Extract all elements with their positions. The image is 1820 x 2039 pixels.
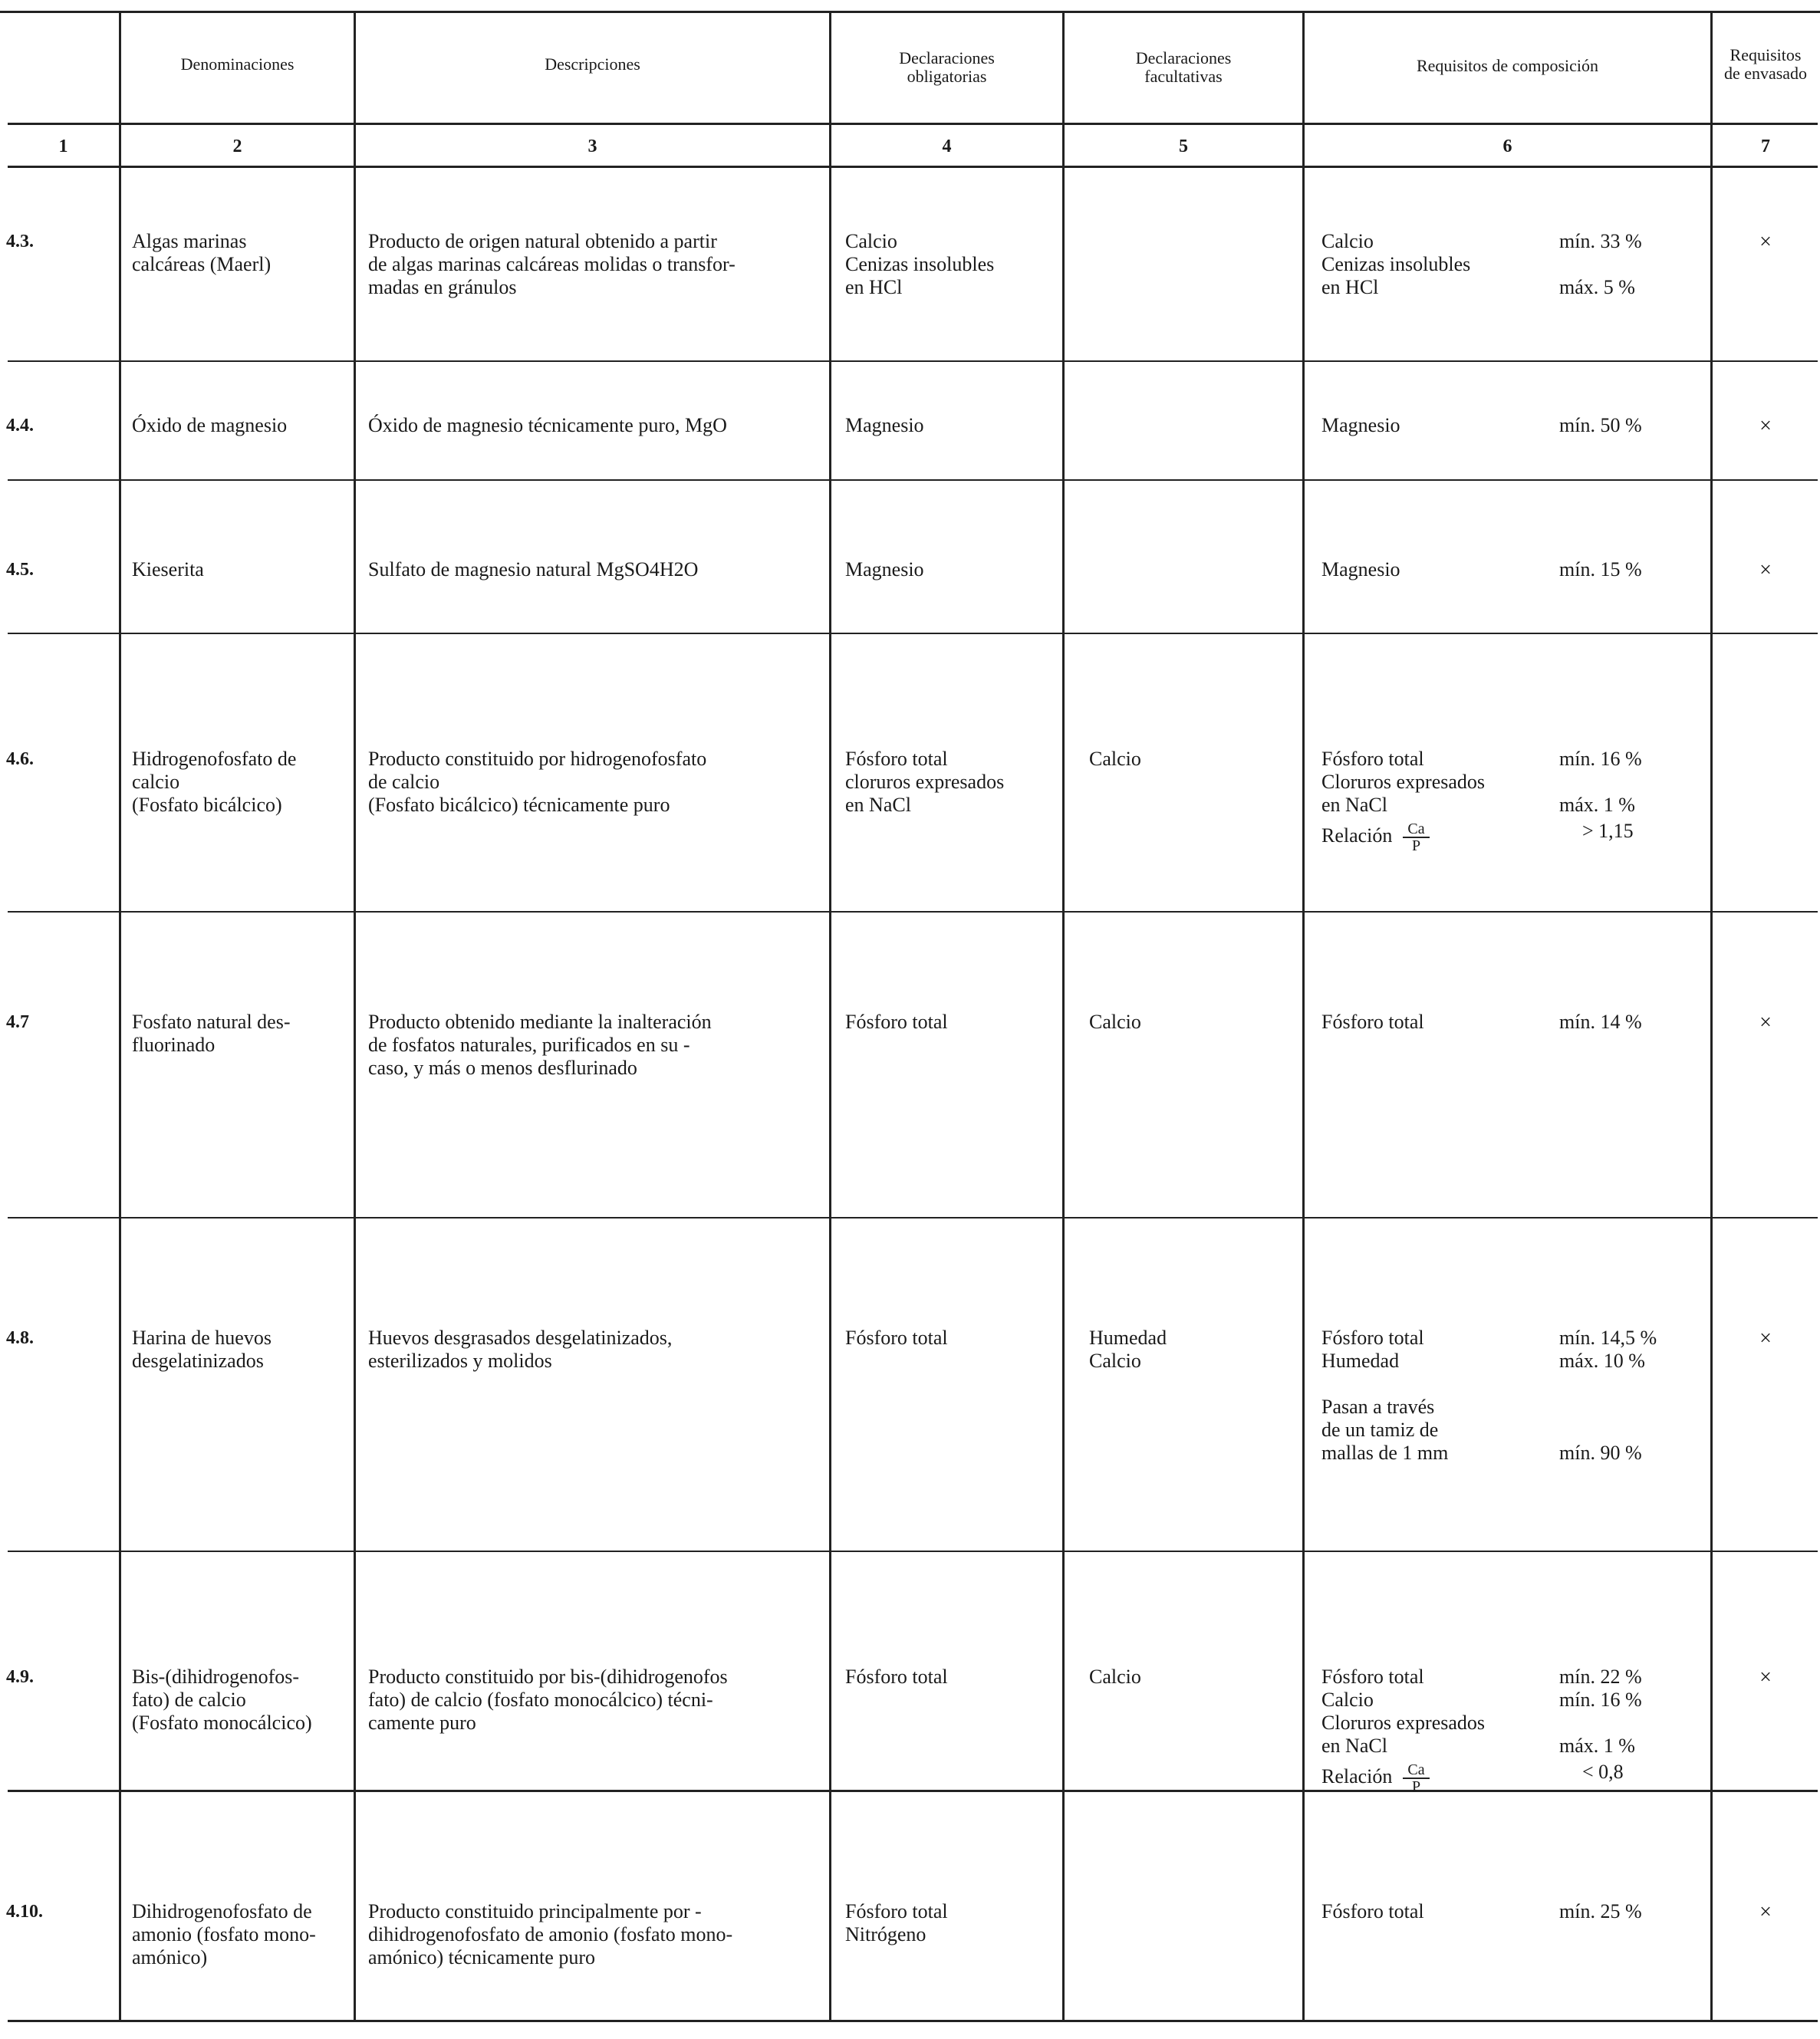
- column-number: 7: [1761, 136, 1770, 156]
- requirement-value: mín. 50 %: [1559, 414, 1642, 436]
- requirement-line: [1321, 1327, 1705, 1350]
- header-bottom-rule: [8, 123, 1818, 125]
- requirement-line: [1321, 794, 1705, 817]
- requirement-line: [1321, 1712, 1705, 1735]
- requirement-value: máx. 1 %: [1559, 1735, 1635, 1757]
- requirement-label: en NaCl: [1321, 1735, 1387, 1757]
- ratio-numerator: Ca: [1403, 1762, 1429, 1779]
- requirement-label: Magnesio: [1321, 414, 1400, 436]
- header-descripciones: Descripciones: [545, 54, 640, 74]
- requirement-label: Cenizas insolubles: [1321, 253, 1471, 275]
- column-number: 1: [58, 136, 68, 156]
- requisitos-composicion-cell: [1321, 1011, 1705, 1034]
- denominacion-cell: Dihidrogenofosfato de amonio (fosfato mono- amónico): [132, 1900, 316, 1968]
- requirement-line: [1321, 1900, 1705, 1923]
- denominacion-cell: Bis-(dihidrogenofos- fato) de calcio (Fosfato monocálcico): [132, 1666, 312, 1734]
- ratio-fraction: [1403, 821, 1429, 853]
- row-number: 4.3.: [6, 232, 34, 252]
- ratio-text: Relación: [1321, 1764, 1393, 1787]
- requisitos-composicion-cell: [1321, 1900, 1705, 1923]
- column-divider: [119, 12, 121, 2021]
- requirement-value: mín. 16 %: [1559, 1689, 1642, 1711]
- descripcion-cell: Producto obtenido mediante la inalteración de fosfatos naturales, purificados en su - caso, y más o menos desflurinado: [368, 1011, 712, 1079]
- row-number: 4.4.: [6, 416, 34, 436]
- requirement-value: mín. 33 %: [1559, 230, 1642, 252]
- column-number: 2: [232, 136, 242, 156]
- envasado-mark: ×: [1759, 558, 1772, 582]
- column-number: 3: [587, 136, 597, 156]
- requirement-value: mín. 14 %: [1559, 1011, 1642, 1033]
- table-bottom-rule: [8, 2020, 1818, 2022]
- requirement-value: mín. 14,5 %: [1559, 1327, 1657, 1349]
- requirement-line: [1321, 1011, 1705, 1034]
- descripcion-cell: Huevos desgrasados desgelatinizados, esterilizados y molidos: [368, 1327, 673, 1372]
- envasado-mark: ×: [1759, 1327, 1772, 1350]
- requirement-value: mín. 16 %: [1559, 748, 1642, 770]
- declaraciones-obligatorias-cell: Fósforo total: [845, 1327, 948, 1349]
- requisitos-composicion-cell: [1321, 748, 1705, 852]
- requirement-line: [1321, 1419, 1705, 1442]
- row-divider: [8, 633, 1818, 634]
- envasado-mark: ×: [1759, 1900, 1772, 1924]
- requisitos-composicion-cell: [1321, 558, 1705, 581]
- requirement-line: [1321, 414, 1705, 437]
- requirement-label: en NaCl: [1321, 794, 1387, 816]
- requirement-label: en HCl: [1321, 276, 1379, 298]
- requirement-value: mín. 25 %: [1559, 1900, 1642, 1922]
- row-number: 4.10.: [6, 1902, 43, 1922]
- descripcion-cell: Sulfato de magnesio natural MgSO4H2O: [368, 558, 699, 580]
- descripcion-cell: Producto de origen natural obtenido a partir de algas marinas calcáreas molidas o transfor- madas en gránulos: [368, 230, 736, 298]
- requirement-line: [1321, 1442, 1705, 1465]
- denominacion-cell: Fosfato natural des- fluorinado: [132, 1011, 291, 1056]
- header-declaraciones-facultativas: Declaraciones facultativas: [1135, 48, 1232, 86]
- header-declaraciones-obligatorias: Declaraciones obligatorias: [899, 48, 995, 86]
- descripcion-cell: Producto constituido por hidrogenofosfato de calcio (Fosfato bicálcico) técnicamente puro: [368, 748, 707, 816]
- declaraciones-facultativas-cell: Calcio: [1089, 748, 1141, 770]
- requisitos-composicion-cell: [1321, 1666, 1705, 1793]
- declaraciones-obligatorias-cell: Fósforo total: [845, 1666, 948, 1688]
- ratio-line: [1321, 817, 1705, 852]
- requirement-line: [1321, 558, 1705, 581]
- row-number: 4.6.: [6, 749, 34, 769]
- ratio-value: > 1,15: [1582, 820, 1634, 842]
- requirement-label: Magnesio: [1321, 558, 1400, 580]
- row-divider: [8, 360, 1818, 362]
- header-denominaciones: Denominaciones: [180, 54, 295, 74]
- requirement-label: Fósforo total: [1321, 1900, 1424, 1922]
- declaraciones-obligatorias-cell: Magnesio: [845, 558, 924, 580]
- row-divider: [8, 911, 1818, 913]
- denominacion-cell: Kieserita: [132, 558, 204, 580]
- column-divider: [1710, 12, 1713, 2021]
- descripcion-cell: Óxido de magnesio técnicamente puro, MgO: [368, 414, 727, 436]
- requirement-value: máx. 10 %: [1559, 1350, 1645, 1372]
- ratio-text: Relación: [1321, 824, 1393, 847]
- denominacion-cell: Algas marinas calcáreas (Maerl): [132, 230, 272, 275]
- ratio-label: [1321, 821, 1430, 853]
- envasado-mark: ×: [1759, 1011, 1772, 1034]
- row-divider: [8, 1217, 1818, 1218]
- requirement-line: [1321, 1350, 1705, 1373]
- descripcion-cell: Producto constituido principalmente por - dihidrogenofosfato de amonio (fosfato mono- amónico) técnicamente puro: [368, 1900, 733, 1968]
- row-divider: [8, 479, 1818, 481]
- ratio-denominator: P: [1411, 837, 1421, 854]
- requirement-line: [1321, 1666, 1705, 1689]
- column-number: 5: [1179, 136, 1188, 156]
- requirement-line: [1321, 253, 1705, 276]
- ratio-numerator: Ca: [1403, 821, 1429, 838]
- column-number: 6: [1502, 136, 1512, 156]
- requirement-line: [1321, 230, 1705, 253]
- ratio-fraction: [1403, 1762, 1429, 1794]
- requisitos-composicion-cell: [1321, 414, 1705, 437]
- header-requisitos-envasado: Requisitos de envasado: [1723, 45, 1808, 83]
- requirement-line: [1321, 1373, 1705, 1396]
- header-requisitos-composicion: Requisitos de composición: [1416, 56, 1599, 75]
- declaraciones-obligatorias-cell: Fósforo total Nitrógeno: [845, 1900, 948, 1945]
- column-divider: [829, 12, 831, 2021]
- declaraciones-facultativas-cell: Calcio: [1089, 1011, 1141, 1033]
- ratio-value: < 0,8: [1582, 1761, 1624, 1783]
- row-number: 4.7: [6, 1012, 29, 1032]
- requirement-line: [1321, 276, 1705, 299]
- requirement-label: Fósforo total: [1321, 1011, 1424, 1033]
- declaraciones-obligatorias-cell: Fósforo total: [845, 1011, 948, 1033]
- declaraciones-obligatorias-cell: Calcio Cenizas insolubles en HCl: [845, 230, 995, 298]
- requirement-label: Pasan a través: [1321, 1396, 1435, 1418]
- ratio-label: [1321, 1762, 1430, 1794]
- requirement-label: Calcio: [1321, 230, 1374, 252]
- envasado-mark: ×: [1759, 414, 1772, 438]
- requirement-label: Calcio: [1321, 1689, 1374, 1711]
- requirement-line: [1321, 1396, 1705, 1419]
- requirement-value: máx. 1 %: [1559, 794, 1635, 816]
- requirement-label: Fósforo total: [1321, 1666, 1424, 1688]
- descripcion-cell: Producto constituido por bis-(dihidrogenofos fato) de calcio (fosfato monocálcico) técni- camente puro: [368, 1666, 728, 1734]
- requirement-value: mín. 90 %: [1559, 1442, 1642, 1464]
- row-divider: [8, 1551, 1818, 1552]
- column-divider: [1062, 12, 1065, 2021]
- row-number: 4.9.: [6, 1667, 34, 1687]
- row-number: 4.5.: [6, 560, 34, 580]
- requirement-line: [1321, 1735, 1705, 1758]
- requirement-line: [1321, 771, 1705, 794]
- requisitos-composicion-cell: [1321, 230, 1705, 299]
- declaraciones-obligatorias-cell: Magnesio: [845, 414, 924, 436]
- requirement-label: mallas de 1 mm: [1321, 1442, 1449, 1464]
- requirement-label: Cloruros expresados: [1321, 771, 1486, 793]
- number-row-bottom-rule: [8, 166, 1818, 168]
- denominacion-cell: Harina de huevos desgelatinizados: [132, 1327, 272, 1372]
- requirement-label: Fósforo total: [1321, 1327, 1424, 1349]
- column-divider: [1302, 12, 1305, 2021]
- envasado-mark: ×: [1759, 230, 1772, 254]
- requirement-label: Fósforo total: [1321, 748, 1424, 770]
- requirement-value: máx. 5 %: [1559, 276, 1635, 298]
- row-number: 4.8.: [6, 1328, 34, 1348]
- denominacion-cell: Hidrogenofosfato de calcio (Fosfato bicálcico): [132, 748, 297, 816]
- envasado-mark: ×: [1759, 1666, 1772, 1689]
- ratio-denominator: P: [1411, 1778, 1421, 1795]
- requirement-label: de un tamiz de: [1321, 1419, 1439, 1441]
- declaraciones-facultativas-cell: Humedad Calcio: [1089, 1327, 1167, 1372]
- column-divider: [354, 12, 356, 2021]
- declaraciones-facultativas-cell: Calcio: [1089, 1666, 1141, 1688]
- table-top-rule: [0, 11, 1820, 13]
- requirement-line: [1321, 748, 1705, 771]
- declaraciones-obligatorias-cell: Fósforo total cloruros expresados en NaCl: [845, 748, 1005, 816]
- requirement-label: Humedad: [1321, 1350, 1400, 1372]
- column-number: 4: [942, 136, 952, 156]
- denominacion-cell: Óxido de magnesio: [132, 414, 288, 436]
- requirement-value: mín. 22 %: [1559, 1666, 1642, 1688]
- requirement-value: mín. 15 %: [1559, 558, 1642, 580]
- ratio-line: [1321, 1758, 1705, 1793]
- requisitos-composicion-cell: [1321, 1327, 1705, 1465]
- requirement-label: Cloruros expresados: [1321, 1712, 1486, 1734]
- requirement-line: [1321, 1689, 1705, 1712]
